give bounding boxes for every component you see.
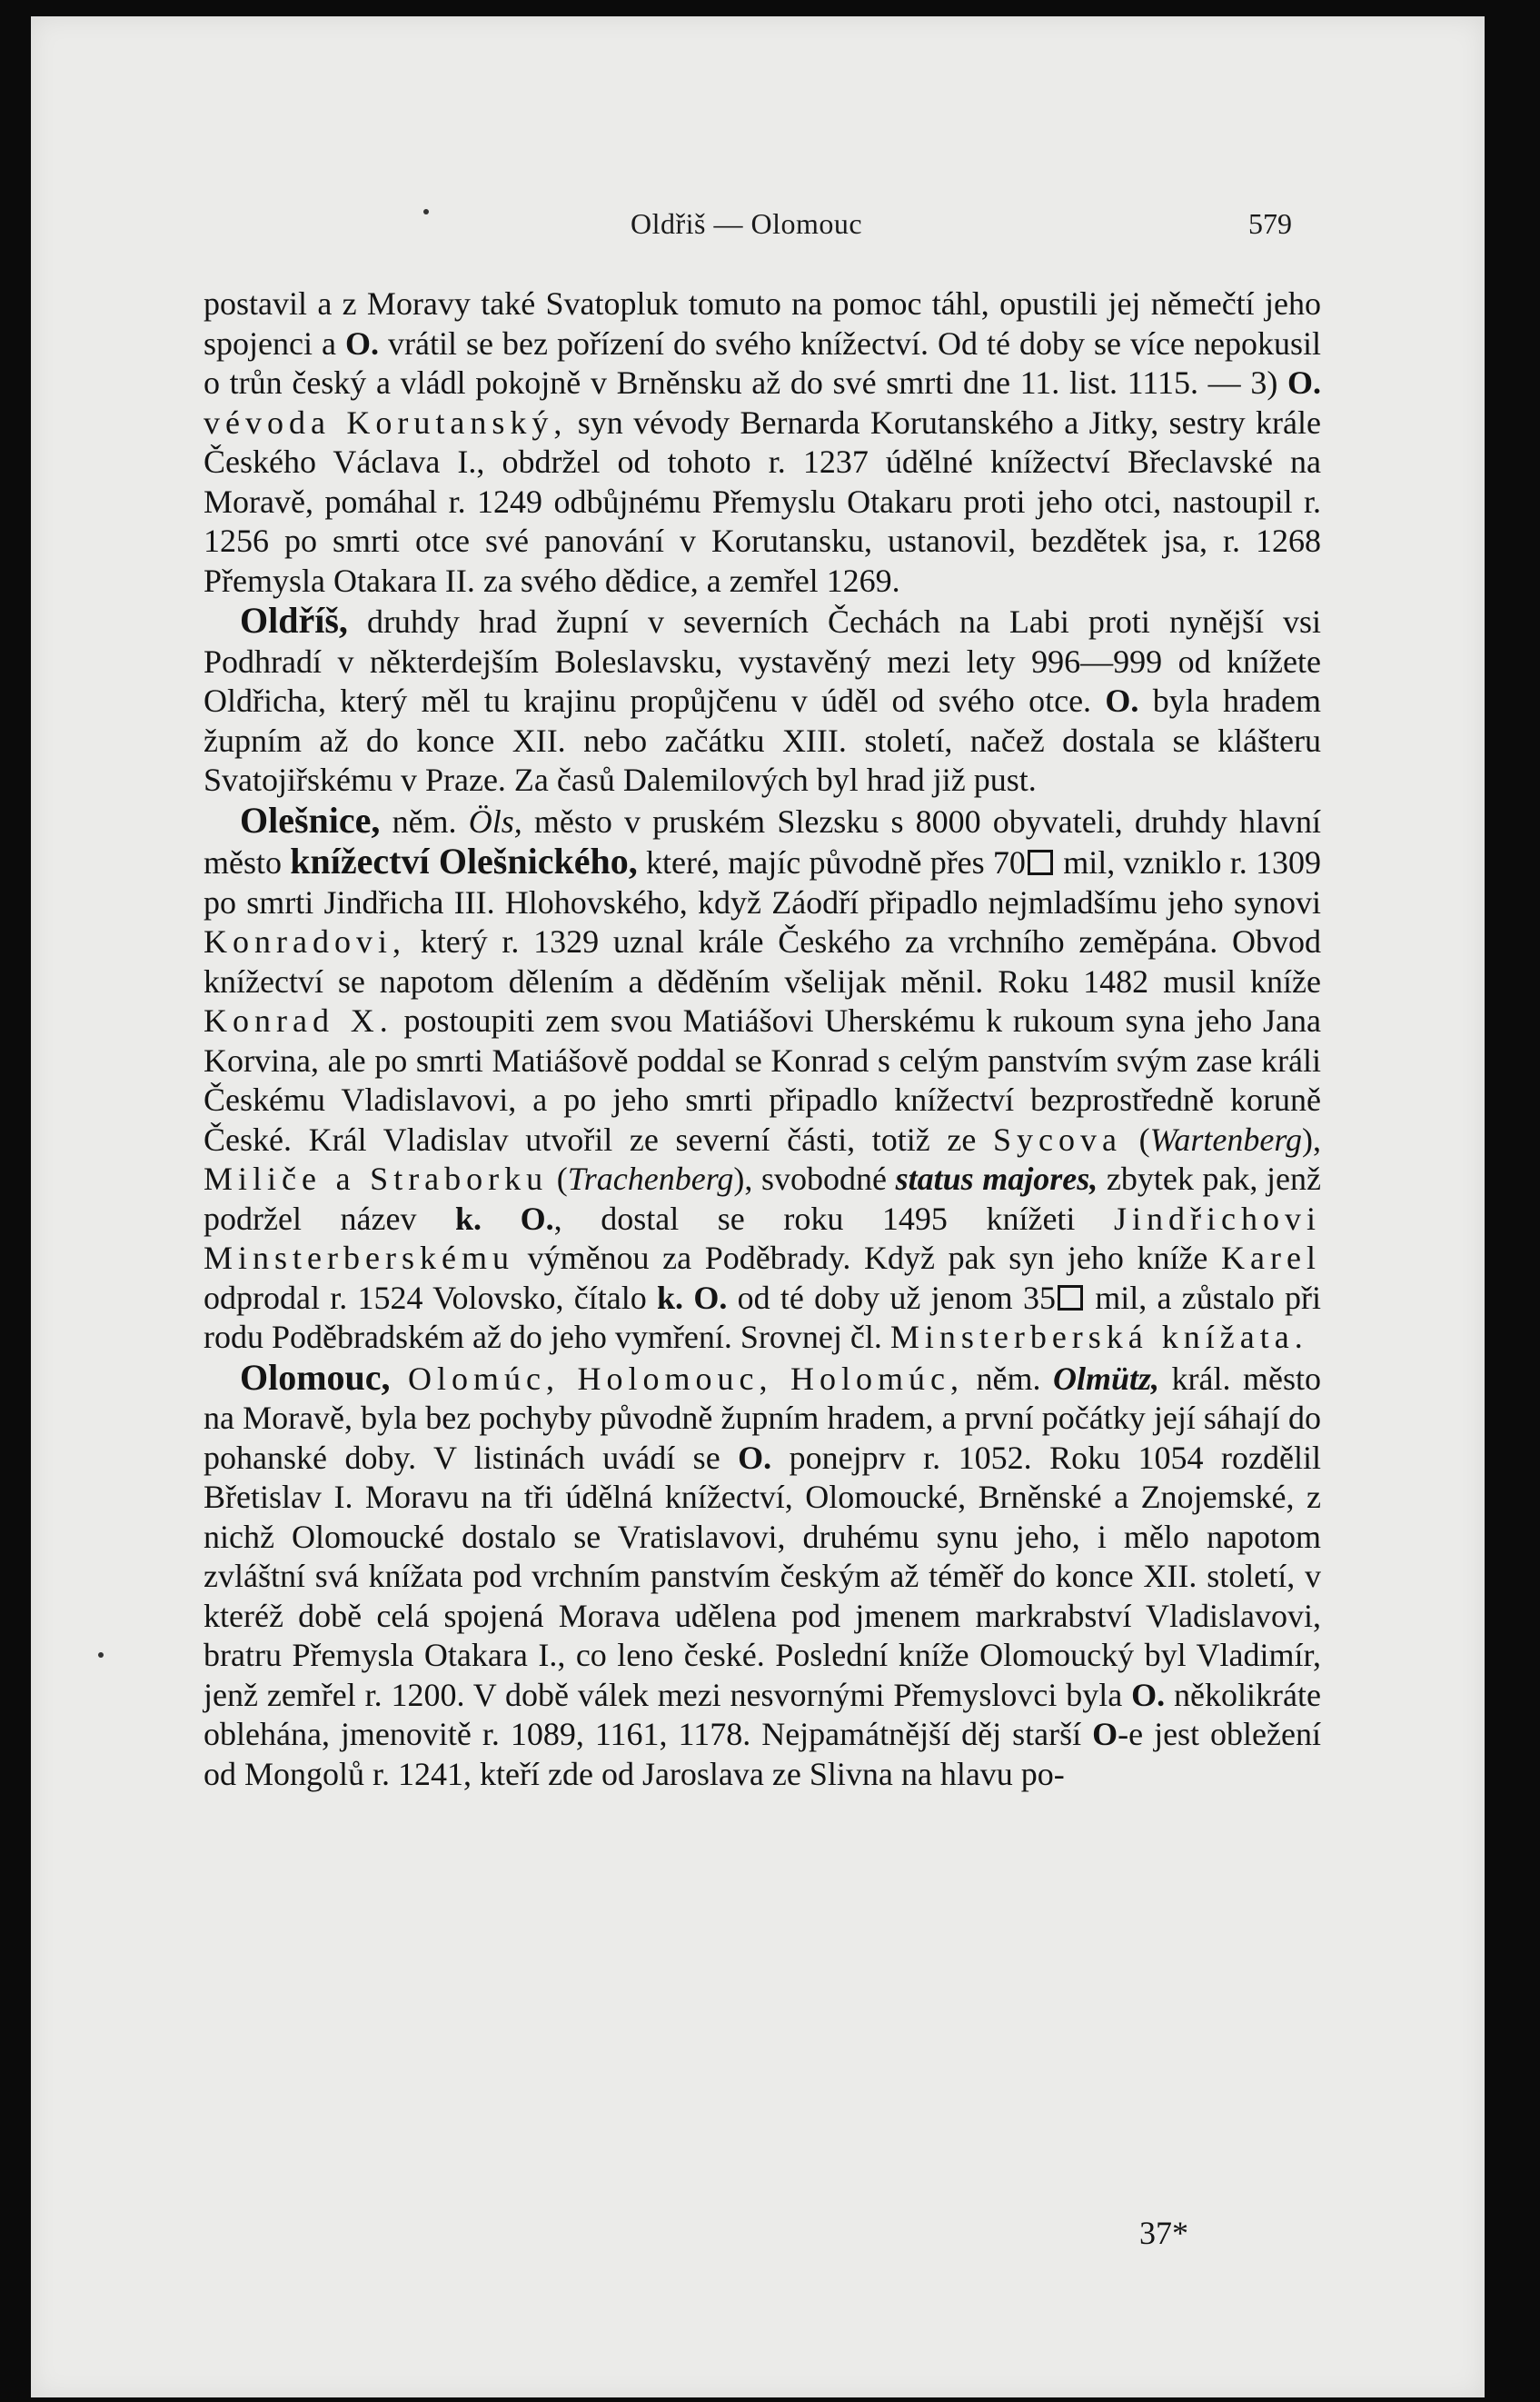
text-run: výměnou za Poděbrady. Když pak syn jeho kníže [513,1240,1222,1276]
abbrev: O. [1131,1676,1166,1713]
square-mile-icon [1058,1285,1083,1311]
italic-term: Wartenberg [1149,1121,1302,1158]
book-page [31,16,1485,2397]
text-run: něm. [964,1360,1053,1397]
abbrev: O. [738,1439,772,1476]
text-run: něm. [380,802,469,840]
printer-signature: 37* [1139,2215,1188,2251]
text-run: ponejprv r. 1052. Roku 1054 rozdělil Břetislav I. Moravu na tři údělná knížectví, Olomoucké, Brněnské a Znojemské, z nichž Olomoucké dostalo se Vratislavovi, druhému synu jeho, i mělo napotom zvláštní svá knížata pod vrchním panstvím českým až téměř do konce XII. století, v kteréž době celá spojená Morava udělena pod jmenem markrabství Vladislavovi, bratru Přemysla Otakara I., co leno české. Poslední kníže Olomoucký byl Vladimír, jenž zemřel r. 1200. V době válek mezi nesvornými Přemyslovci byla [204,1439,1321,1713]
abbrev: O. [1287,364,1321,401]
entry-olesnice [204,801,1321,1358]
bold-term: k. O. [657,1279,728,1316]
italic-term: status majores, [895,1161,1098,1197]
spaced-name: Konradovi, [204,923,406,960]
text-run: město v pruském Slezsku s 8000 obyvateli, druhdy hlavní město [204,802,1322,881]
text-run: byla hradem župním až do konce XII. nebo začátku XIII. století, načež dostala se klášteru Svatojiřskému v Praze. Za časů Dalemilových byl hrad již pust. [204,683,1321,798]
spaced-name: Miliče a Straborku [204,1161,549,1197]
text-run: mil, a zůstalo při rodu Poděbradském až do jeho vymření. Srovnej čl. [204,1279,1321,1355]
abbrev: O. [345,324,380,362]
print-speck [98,1652,104,1658]
italic-term: Trachenberg [567,1161,734,1197]
page-number: 579 [1248,207,1292,240]
italic-term: Olmütz, [1052,1360,1160,1397]
spaced-name: Konrad X. [204,1002,393,1039]
bold-term: k. O. [455,1200,554,1237]
spaced-name: Minsterberská knížata. [889,1319,1308,1355]
text-run: mil, vzniklo r. 1309 po smrti Jindřicha III. Hlohovského, když Záodří připadlo nejmladšímu jeho synovi [204,844,1321,921]
entry-headword: Olešnice, [240,799,381,841]
italic-term: Öls, [468,802,522,840]
text-run: druhdy hrad župní v severních Čechách na Labi proti nynější vsi Podhradí v některdejším Boleslavsku, vystavěný mezi lety 996—999 od knížete Oldřicha, který měl tu krajinu propůjčenu v úděl od svého otce. [204,603,1321,719]
text-run: ), svobodné [733,1161,896,1197]
text-run: od té doby už jenom 35 [727,1279,1056,1316]
article-body [204,284,1321,1794]
text-run: král. město na Moravě, byla bez pochyby původně župním hradem, a první počátky její sáhají do pohanské doby. V listinách uvádí se [204,1360,1321,1476]
text-run: několikráte oblehána, jmenovitě r. 1089, 1161, 1178. Nejpamátnější děj starší [204,1676,1321,1752]
entry-olomouc [204,1358,1321,1795]
text-run: ), [1302,1121,1321,1158]
text-run: syn vévody Bernarda Korutanského a Jitky, sestry krále Českého Václava I., obdržel od tohoto r. 1237 údělné knížectví Břeclavské na Moravě, pomáhal r. 1249 odbůjnému Přemyslu Otakaru proti jeho otci, nastoupil r. 1256 po smrti otce své panování v Korutansku, ustanovil, bezdětek jsa, r. 1268 Přemysla Otakara II. za svého dědice, a zemřel 1269. [204,404,1321,599]
entry-oldris [204,601,1321,801]
abbrev: O. [1105,683,1139,719]
page-header [31,207,1485,244]
text-run: ( [548,1161,568,1197]
text-run: které, majíc původně přes 70 [637,844,1026,881]
bold-term: knížectví Olešnického, [290,841,638,882]
spaced-name: Karel [1221,1240,1321,1276]
text-run: postoupiti zem svou Matiášovi Uherskému k rukoum syna jeho Jana Korvina, ale po smrti Matiášově poddal se Konrad s celým panstvím svým zase králi Českému Vladislavovi, a po jeho smrti připadlo knížectví bezprostředně koruně České. Král Vladislav utvořil ze severní části, totiž ze [204,1002,1321,1158]
entry-headword: Olomouc, [240,1356,391,1398]
text-run: odprodal r. 1524 Volovsko, čítalo [204,1279,658,1316]
text-run: postavil a z Moravy také Svatopluk tomuto na pomoc táhl, opustili jej němečtí jeho spojenci a [204,285,1321,362]
square-mile-icon [1028,850,1053,875]
entry-headword: Oldříš, [240,600,348,641]
paragraph-oldrich-continued [204,284,1321,601]
spaced-name: Olomúc, Holomouc, Holomúc, [390,1360,964,1397]
abbrev: O [1092,1716,1118,1752]
spaced-name: Sycova [993,1121,1123,1158]
spaced-name: vévoda Korutanský, [204,404,568,441]
spaced-name: Jindřichovi Minsterberskému [204,1200,1321,1276]
text-run: vrátil se bez pořízení do svého knížectví. Od té doby se více nepokusil o trůn český a vládl pokojně v Brněnsku až do své smrti dne 11. list. 1115. — 3) [204,324,1322,401]
text-run: který r. 1329 uznal krále Českého za vrchního zeměpána. Obvod knížectví se napotom dělením a děděním všelijak měnil. Roku 1482 musil kníže [204,923,1321,1000]
text-run: zbytek pak, jenž podržel název [204,1161,1322,1237]
running-title: Oldřiš — Olomouc [631,207,863,240]
text-run: ( [1122,1121,1150,1158]
text-run: , dostal se roku 1495 knížeti [553,1200,1115,1237]
text-run: -e jest obležení od Mongolů r. 1241, kteří zde od Jaroslava ze Slivna na hlavu po- [204,1716,1321,1792]
